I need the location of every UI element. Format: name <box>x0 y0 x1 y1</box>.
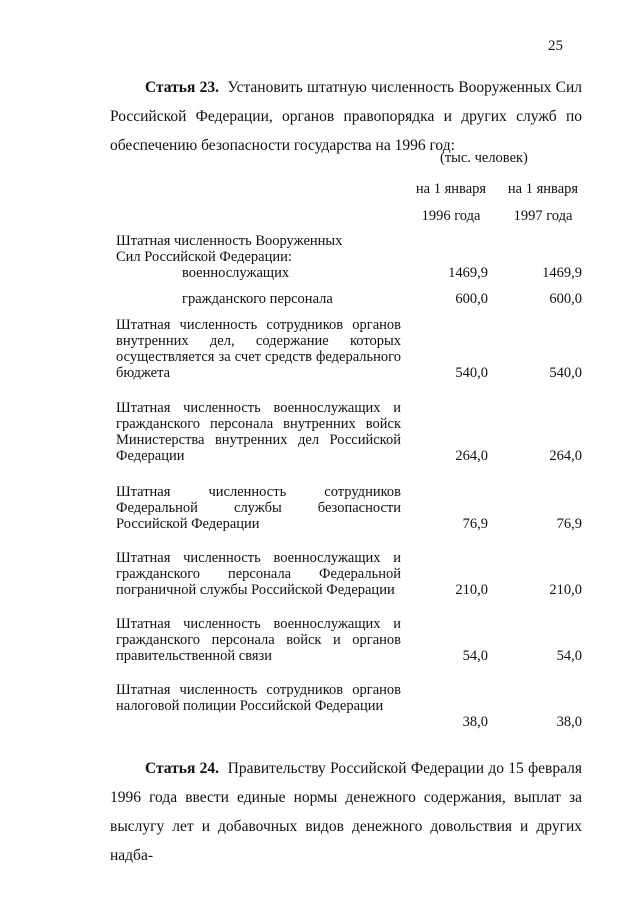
column-header-1996 <box>405 176 497 230</box>
row-label: Штатная численность военнослужащих и гражданского персонала войск и органов правительственной связи <box>116 616 401 664</box>
row-label: Штатная численность военнослужащих и гражданского персонала внутренних войск Министерства внутренних дел Российской Федерации <box>116 400 401 464</box>
table-row <box>116 616 582 664</box>
table-row <box>116 265 582 281</box>
article-23-text: Установить штатную численность Вооруженных Сил Российской Федерации, органов правопорядка и других служб по обеспечению безопасности государства на 1996 год: <box>110 79 582 154</box>
table-row <box>116 550 582 598</box>
row-label: Штатная численность сотрудников органов внутренних дел, содержание которых осуществляется за счет средств федерального бюджета <box>116 317 401 381</box>
value-1996: 38,0 <box>462 714 488 730</box>
table-row <box>116 233 582 265</box>
value-1997: 76,9 <box>556 516 582 532</box>
value-1996: 210,0 <box>455 582 488 598</box>
row-label: Штатная численность сотрудников органов налоговой полиции Российской Федерации <box>116 682 401 714</box>
column-header-1996-line2: 1996 года <box>421 208 481 224</box>
article-23-paragraph <box>110 73 582 160</box>
value-1997: 540,0 <box>549 365 582 381</box>
table-row <box>116 400 582 464</box>
article-24-paragraph <box>110 754 582 870</box>
column-header-1996-line1: на 1 января <box>415 181 487 197</box>
value-1997: 600,0 <box>549 291 582 307</box>
row-label: гражданского персонала <box>182 291 333 307</box>
row-label: военнослужащих <box>182 265 290 281</box>
value-1996: 76,9 <box>462 516 488 532</box>
row-label: Штатная численность Вооруженных Сил Российской Федерации: <box>116 233 343 265</box>
article-24 <box>110 754 582 870</box>
value-1997: 1469,9 <box>542 265 582 281</box>
article-24-text: Правительству Российской Федерации до 15 февраля 1996 года ввести единые нормы денежного содержания, выплат за выслугу лет и добавочных видов денежного довольствия и других надба- <box>110 760 583 864</box>
column-header-1997 <box>497 176 589 230</box>
value-1997: 54,0 <box>556 648 582 664</box>
article-23 <box>110 73 582 160</box>
page-number: 25 <box>548 38 563 54</box>
article-24-title: Статья 24. <box>145 760 220 777</box>
value-1997: 210,0 <box>549 582 582 598</box>
value-1997: 264,0 <box>549 448 582 464</box>
value-1996: 540,0 <box>455 365 488 381</box>
table-row <box>116 291 582 307</box>
value-1997: 38,0 <box>556 714 582 730</box>
table-row <box>116 484 582 532</box>
table-row <box>116 317 582 381</box>
row-label: Штатная численность военнослужащих и гражданского персонала Федеральной пограничной службы Российской Федерации <box>116 550 401 598</box>
value-1996: 1469,9 <box>448 265 488 281</box>
table-row <box>116 682 582 730</box>
row-label: Штатная численность сотрудников Федеральной службы безопасности Российской Федерации <box>116 484 401 532</box>
value-1996: 54,0 <box>462 648 488 664</box>
value-1996: 600,0 <box>455 291 488 307</box>
column-header-1997-line2: 1997 года <box>513 208 573 224</box>
value-1996: 264,0 <box>455 448 488 464</box>
column-header-1997-line1: на 1 января <box>507 181 579 197</box>
article-23-title: Статья 23. <box>145 79 219 96</box>
table-units: (тыс. человек) <box>440 150 528 166</box>
